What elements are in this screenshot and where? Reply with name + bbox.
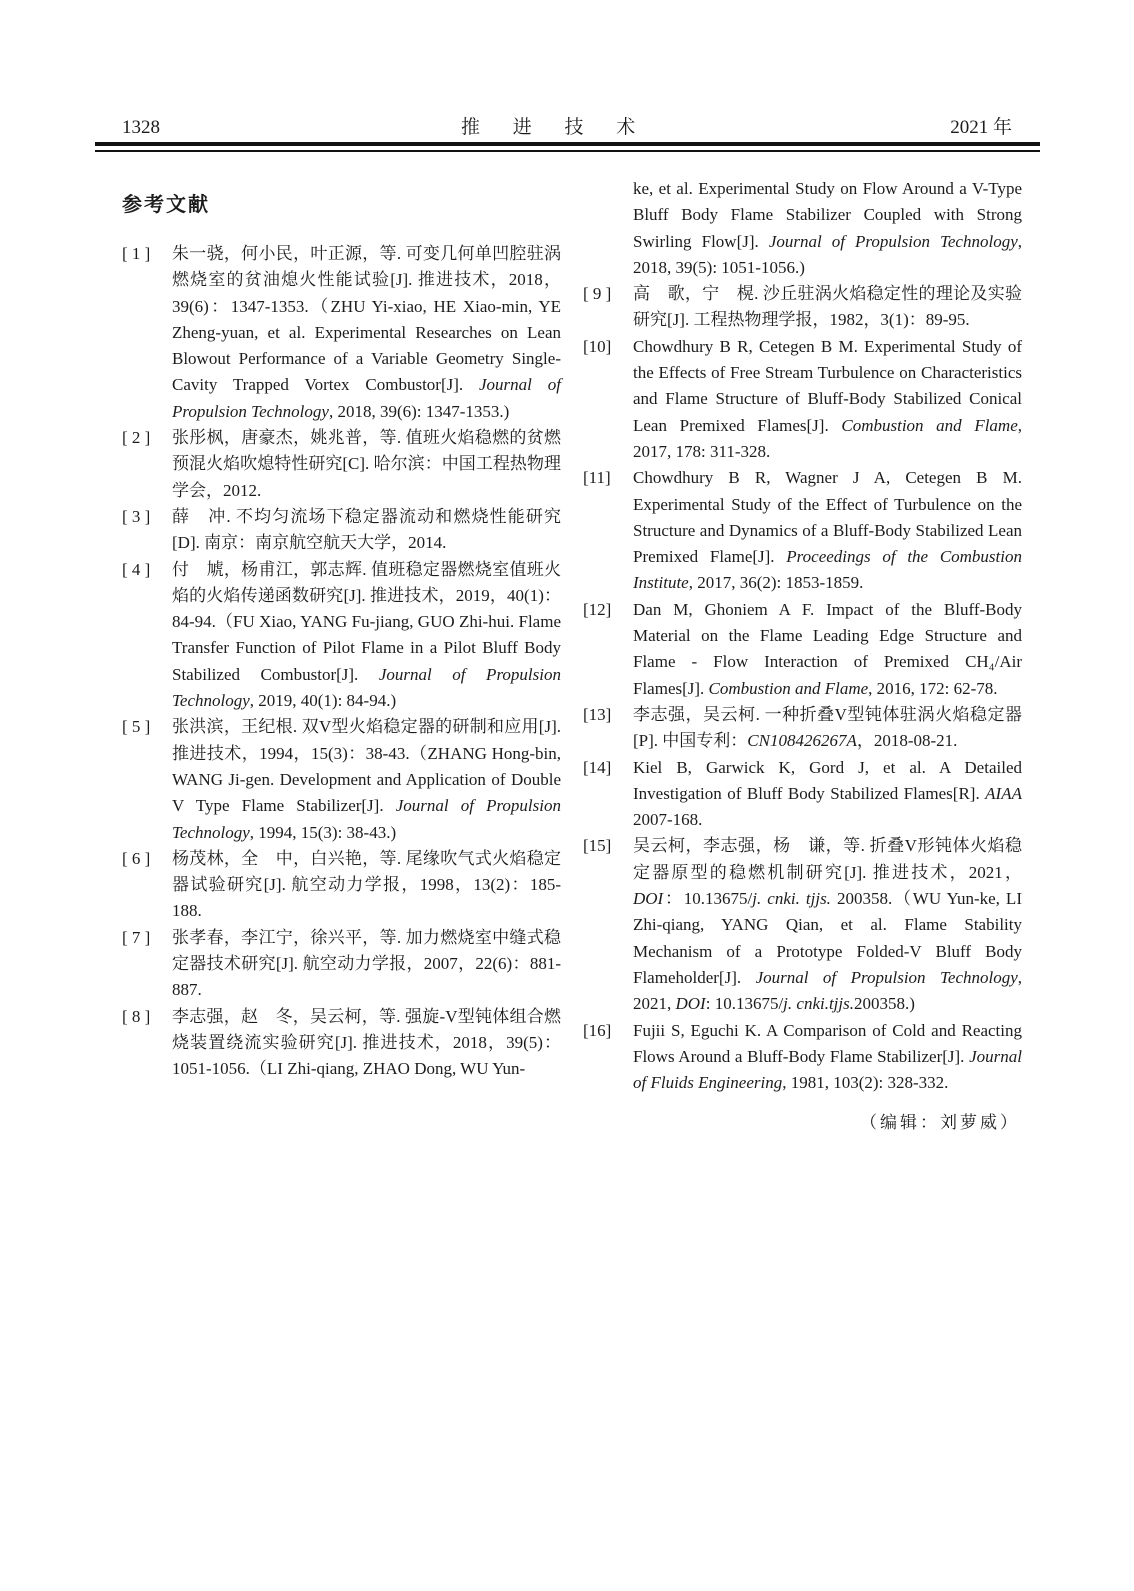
reference-number: [ 6 ] (122, 848, 151, 868)
reference-number: [11] (583, 468, 611, 488)
reference-number: [14] (583, 757, 612, 777)
journal-title: 推 进 技 术 (460, 117, 650, 138)
reference-number: [ 5 ] (122, 717, 151, 737)
reference-item (122, 557, 561, 715)
reference-item (122, 504, 561, 557)
reference-item (583, 833, 1022, 1017)
reference-number: [13] (583, 704, 612, 724)
reference-item (583, 465, 1022, 596)
reference-item (583, 702, 1022, 755)
reference-text: 高 歌，宁 榥. 沙丘驻涡火焰稳定性的理论及实验研究[J]. 工程热物理学报，1982，3(1)：89-95. (633, 284, 1022, 330)
references-list-right (583, 176, 1022, 1096)
reference-text: 张洪滨，王纪根. 双V型火焰稳定器的研制和应用[J]. 推进技术，1994，15(3)：38-43.（ZHANG Hong-bin, WANG Ji-gen. Development and Application of Double V Type Flame Stabilizer[J]. Journal of Propulsion Technology, 1994, 15(3): 38-43.) (172, 717, 561, 842)
page-number: 1328 (122, 117, 160, 138)
reference-number: [ 2 ] (122, 428, 151, 448)
reference-item (583, 755, 1022, 834)
reference-item (583, 597, 1022, 702)
reference-text: ke, et al. Experimental Study on Flow Around a V-Type Bluff Body Flame Stabilizer Coupled with Strong Swirling Flow[J]. Journal of Propulsion Technology, 2018, 39(5): 1051-1056.) (633, 179, 1022, 277)
reference-number (583, 176, 633, 281)
reference-text: 吴云柯，李志强，杨 谦，等. 折叠V形钝体火焰稳定器原型的稳燃机制研究[J]. 推进技术，2021，DOI：10.13675/j. cnki. tjjs. 200358.（WU Yun-ke, LI Zhi-qiang, YANG Qian, et al. Flame Stability Mechanism of a Prototype Folded-V Bluff Body Flameholder[J]. Journal of Propulsion Technology, 2021, DOI: 10.13675/j. cnki.tjjs.200358.) (633, 836, 1023, 1014)
reference-text: 杨茂林，全 中，白兴艳，等. 尾缘吹气式火焰稳定器试验研究[J]. 航空动力学报，1998，13(2)：185-188. (172, 848, 561, 921)
reference-text: 薛 冲. 不均匀流场下稳定器流动和燃烧性能研究[D]. 南京：南京航空航天大学，2014. (172, 506, 561, 553)
reference-number: [10] (583, 336, 612, 356)
page-header (95, 112, 1040, 138)
reference-item (122, 846, 561, 925)
references-list-left (122, 241, 561, 1083)
reference-text: Fujii S, Eguchi K. A Comparison of Cold and Reacting Flows Around a Bluff-Body Flame Stabilizer[J]. Journal of Fluids Engineering, 1981, 103(2): 328-332. (633, 1020, 1022, 1093)
references-section (95, 152, 1040, 1136)
publication-year: 2021 年 (950, 117, 1012, 138)
reference-item (583, 334, 1022, 465)
reference-text: 张彤枫，唐豪杰，姚兆普，等. 值班火焰稳燃的贫燃预混火焰吹熄特性研究[C]. 哈尔滨：中国工程热物理学会，2012. (172, 428, 561, 500)
reference-text: Kiel B, Garwick K, Gord J, et al. A Detailed Investigation of Bluff Body Stabilized Flames[R]. AIAA 2007-168. (633, 757, 1022, 830)
reference-number: [ 3 ] (122, 506, 151, 526)
references-column-left (122, 152, 561, 1136)
reference-number: [16] (583, 1020, 612, 1040)
reference-item (583, 1018, 1022, 1097)
reference-number: [ 1 ] (122, 244, 151, 263)
reference-number: [ 4 ] (122, 559, 151, 579)
reference-text: 朱一骁，何小民，叶正源，等. 可变几何单凹腔驻涡燃烧室的贫油熄火性能试验[J]. 推进技术，2018，39(6)：1347-1353.（ZHU Yi-xiao, HE Xiao-min, YE Zheng-yuan, et al. Experimental Researches on Lean Blowout Performance of a Variable Geometry Single-Cavity Trapped Vortex Combustor[J]. Journal of Propulsion Technology, 2018, 39(6): 1347-1353.) (172, 244, 561, 421)
reference-number: [ 7 ] (122, 927, 151, 947)
references-column-right (583, 176, 1022, 1136)
reference-item (122, 241, 561, 425)
reference-text: Chowdhury B R, Cetegen B M. Experimental Study of the Effects of Free Stream Turbulence on Characteristics and Flame Structure of Bluff-Body Stabilized Conical Lean Premixed Flames[J]. Combustion and Flame, 2017, 178: 311-328. (633, 336, 1022, 461)
reference-item (583, 176, 1022, 281)
reference-item (583, 281, 1022, 334)
references-heading: 参考文献 (122, 194, 210, 216)
reference-item (122, 714, 561, 845)
reference-text: Chowdhury B R, Wagner J A, Cetegen B M. Experimental Study of the Effect of Turbulence on the Structure and Dynamics of a Bluff-Body Stabilized Lean Premixed Flame[J]. Proceedings of the Combustion Institute, 2017, 36(2): 1853-1859. (633, 468, 1022, 593)
reference-number: [15] (583, 836, 612, 856)
editor-credit: （编辑：刘萝威） (860, 1113, 1020, 1133)
reference-number: [ 8 ] (122, 1006, 151, 1026)
reference-item (122, 1004, 561, 1083)
header-rule-thick (95, 142, 1040, 146)
reference-text: Dan M, Ghoniem A F. Impact of the Bluff-Body Material on the Flame Leading Edge Structure and Flame - Flow Interaction of Premixed CH₄/Air Flames[J]. Combustion and Flame, 2016, 172: 62-78. (633, 599, 1022, 698)
reference-item (122, 925, 561, 1004)
reference-text: 李志强，吴云柯. 一种折叠V型钝体驻涡火焰稳定器[P]. 中国专利：CN108426267A，2018-08-21. (633, 704, 1022, 751)
reference-text: 李志强，赵 冬，吴云柯，等. 强旋-V型钝体组合燃烧装置绕流实验研究[J]. 推进技术，2018，39(5)：1051-1056.（LI Zhi-qiang, ZHAO Dong, WU Yun- (172, 1006, 561, 1079)
reference-text: 张孝春，李江宁，徐兴平，等. 加力燃烧室中缝式稳定器技术研究[J]. 航空动力学报，2007，22(6)：881-887. (172, 927, 561, 1000)
reference-item (122, 425, 561, 504)
reference-number: [12] (583, 599, 612, 619)
reference-number: [ 9 ] (583, 284, 612, 304)
reference-text: 付 虓，杨甫江，郭志辉. 值班稳定器燃烧室值班火焰的火焰传递函数研究[J]. 推进技术，2019，40(1)：84-94.（FU Xiao, YANG Fu-jiang, GUO Zhi-hui. Flame Transfer Function of Pilot Flame in a Pilot Bluff Body Stabilized Combustor[J]. Journal of Propulsion Technology, 2019, 40(1): 84-94.) (172, 559, 561, 711)
